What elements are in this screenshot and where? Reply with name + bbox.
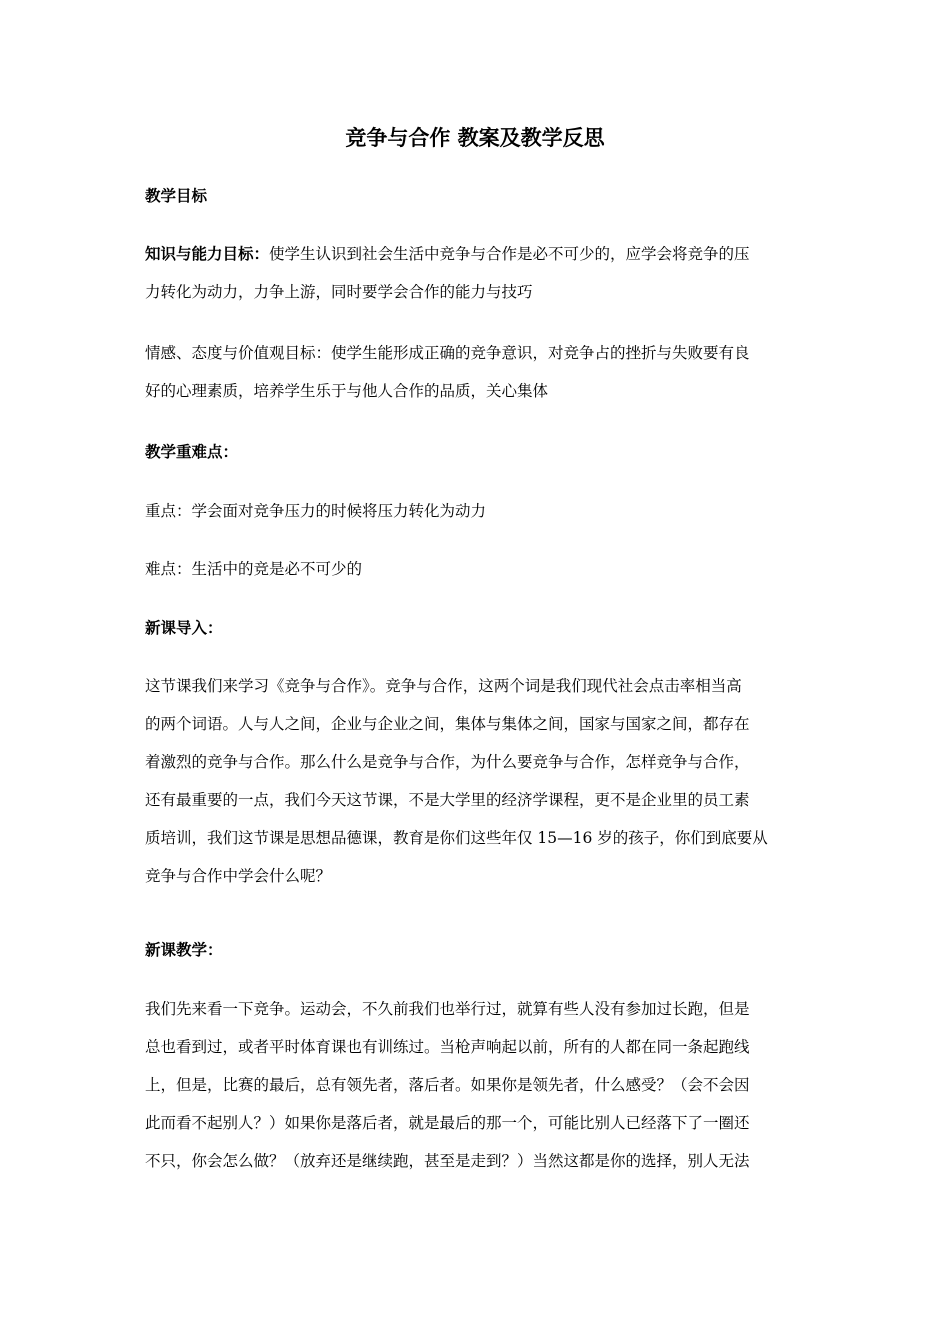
section-heading-key-points: 教学重难点：: [145, 442, 239, 461]
teaching-paragraph: [145, 990, 810, 1180]
teaching-line: 不只，你会怎么做？（放弃还是继续跑，甚至是走到？）当然这都是你的选择，别人无法: [145, 1152, 750, 1170]
section-heading-teaching: 新课教学：: [145, 940, 223, 959]
knowledge-goal-paragraph: [145, 235, 810, 311]
teaching-line: 总也看到过，或者平时体育课也有训练过。当枪声响起以前，所有的人都在同一条起跑线: [145, 1038, 750, 1056]
knowledge-goal-line: 力转化为动力，力争上游，同时要学会合作的能力与技巧: [145, 283, 533, 301]
intro-line: 还有最重要的一点，我们今天这节课，不是大学里的经济学课程，更不是企业里的员工素: [145, 791, 750, 809]
document-title: 竞争与合作 教案及教学反思: [345, 125, 605, 150]
emotion-goal-paragraph: [145, 334, 810, 410]
difficult-point-text: 难点：生活中的竞是必不可少的: [145, 560, 363, 578]
teaching-line: 此而看不起别人？）如果你是落后者，就是最后的那一个，可能比别人已经落下了一圈还: [145, 1114, 750, 1132]
intro-line: 的两个词语。人与人之间，企业与企业之间，集体与集体之间，国家与国家之间，都存在: [145, 715, 750, 733]
emotion-goal-line: 情感、态度与价值观目标：使学生能形成正确的竞争意识，对竞争占的挫折与失败要有良: [145, 344, 750, 362]
knowledge-goal-label: 知识与能力目标：: [145, 244, 270, 263]
intro-line: 着激烈的竞争与合作。那么什么是竞争与合作，为什么要竞争与合作，怎样竞争与合作，: [145, 753, 750, 771]
intro-paragraph: [145, 667, 810, 895]
teaching-line: 上，但是，比赛的最后，总有领先者，落后者。如果你是领先者，什么感受？（会不会因: [145, 1076, 750, 1094]
knowledge-goal-line: [145, 235, 810, 273]
intro-line: 竞争与合作中学会什么呢？: [145, 867, 332, 885]
knowledge-goal-text: 使学生认识到社会生活中竞争与合作是必不可少的，应学会将竞争的压: [269, 245, 750, 263]
section-heading-intro: 新课导入：: [145, 618, 223, 637]
section-heading-goals: 教学目标: [145, 186, 208, 205]
teaching-line: 我们先来看一下竞争。运动会，不久前我们也举行过，就算有些人没有参加过长跑，但是: [145, 1000, 750, 1018]
emotion-goal-line: 好的心理素质，培养学生乐于与他人合作的品质，关心集体: [145, 382, 549, 400]
key-point-text: 重点：学会面对竞争压力的时候将压力转化为动力: [145, 502, 487, 520]
intro-line: 质培训，我们这节课是思想品德课，教育是你们这些年仅 15—16 岁的孩子，你们到底要从: [145, 829, 768, 847]
intro-line: 这节课我们来学习《竞争与合作》。竞争与合作，这两个词是我们现代社会点击率相当高: [145, 677, 742, 695]
